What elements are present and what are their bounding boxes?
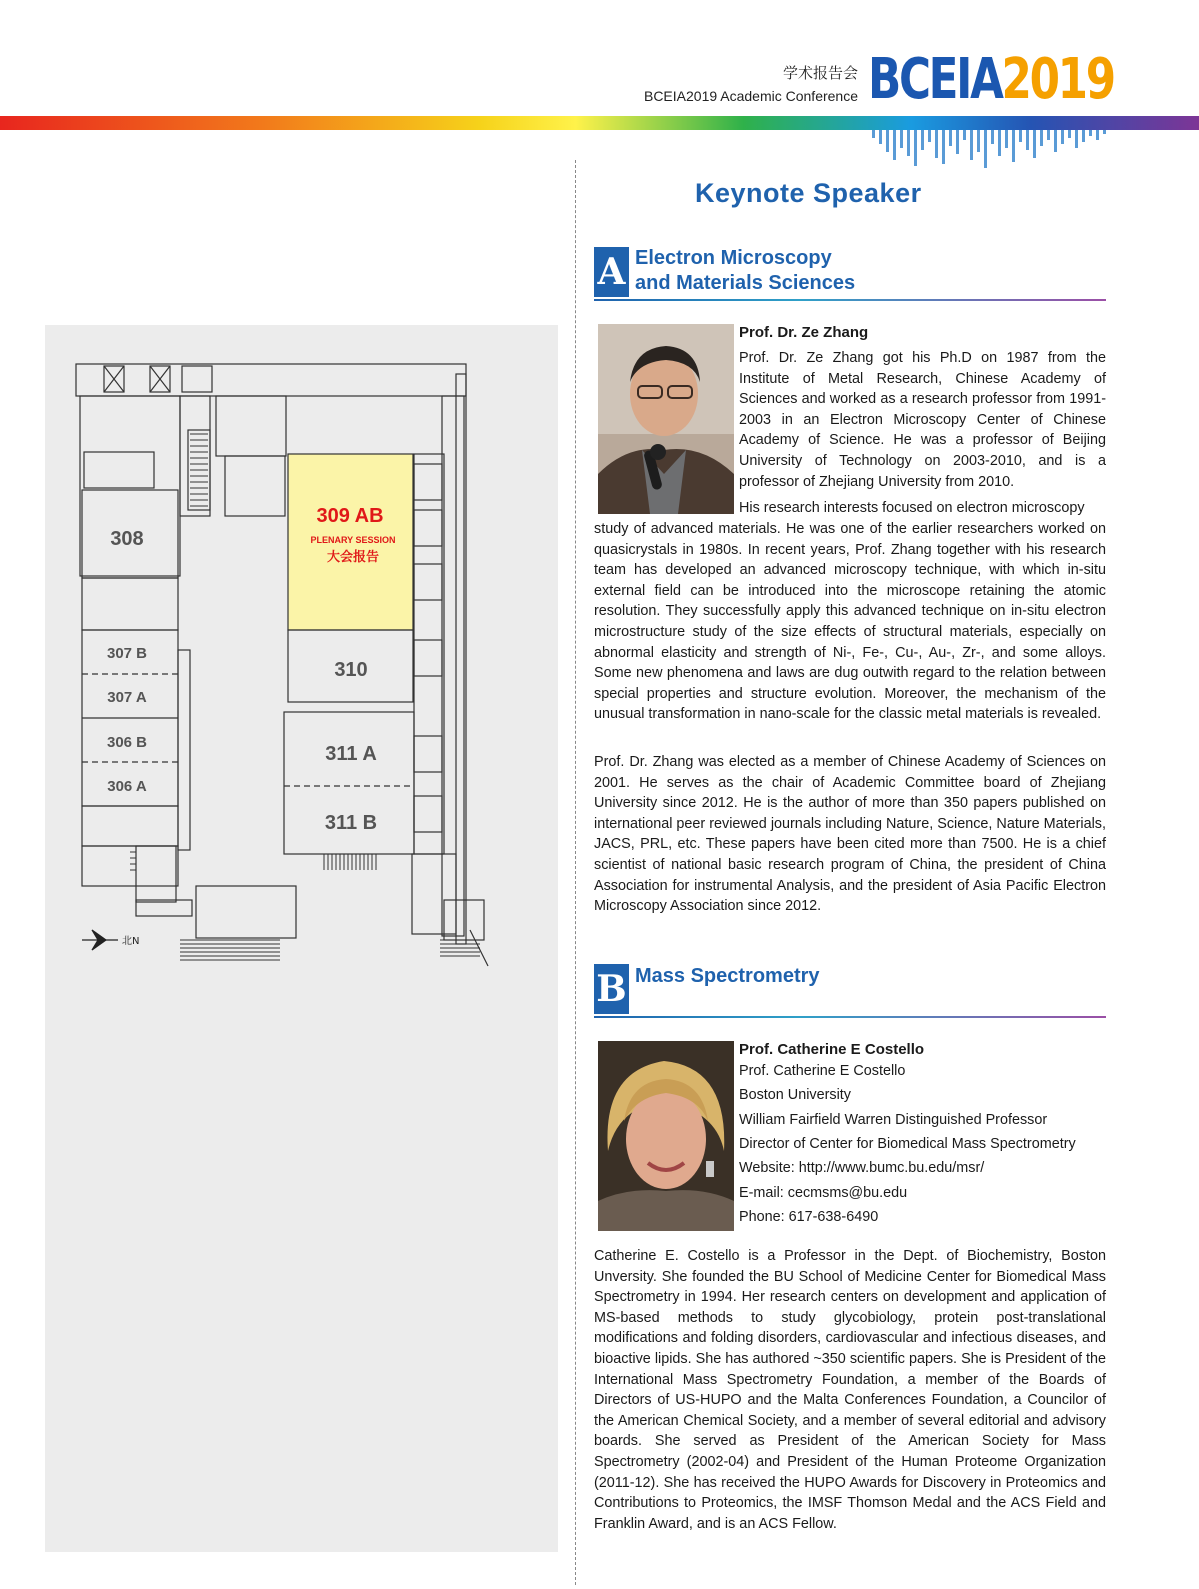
bio-catherine-costello: Catherine E. Costello is a Professor in the Dept. of Biochemistry, Boston Unversity. She founded the BU School of Medicine Center for Biomedical Mass Spectrometry in 1994. Her research centers on development and application of MS-based methods to study glycobiology, protein post-translational modifications and folding disorders, cardiovascular and infectious diseases, and bioactive lipids. She has authored ~350 scientific papers. She is President of the International Mass Spectrometry Foundation, a member of the Boards of Directors of US-HUPO and the Malta Conferences Foundation, a Councilor of the American Chemical Society, and a member of several editorial and advisory boards. She served as President of the American Society for Mass Spectrometry (2002-04) and President of the Human Proteome Organization (2011-12). She has received the HUPO Awards for Discovery in Proteomics and Contributions to Proteomics, the IMSF Thomson Medal and the ACS Field and Franklin Award, and is an ACS Fellow. <box>594 1248 1106 1532</box>
wave-bar <box>1026 130 1029 150</box>
speaker-name-ze-zhang: Prof. Dr. Ze Zhang <box>739 324 869 341</box>
photo-catherine-costello <box>598 1041 734 1231</box>
wave-bar <box>893 130 896 160</box>
wave-bar <box>956 130 959 154</box>
wave-bar <box>914 130 917 166</box>
wave-bar <box>991 130 994 144</box>
wave-bar <box>928 130 931 142</box>
email-link[interactable]: E-mail: cecmsms@bu.edu <box>739 1185 908 1201</box>
plenary-session-label: PLENARY SESSION <box>310 535 396 545</box>
wave-bar <box>942 130 945 164</box>
wave-bar <box>1089 130 1092 136</box>
info-line: Director of Center for Biomedical Mass Spectrometry <box>739 1136 1076 1152</box>
wave-bar <box>970 130 973 160</box>
wave-bar <box>1103 130 1106 134</box>
wave-bar <box>1040 130 1043 146</box>
section-a-rule <box>594 299 1106 301</box>
wave-bar <box>984 130 987 168</box>
room-306a: 306 A <box>107 778 147 795</box>
bio-ze-zhang-research-first: His research interests focused on electron microscopy <box>739 500 1085 516</box>
plenary-session-label-cn: 大会报告 <box>326 550 380 565</box>
wave-bar <box>1082 130 1085 142</box>
bio-ze-zhang-intro: Prof. Dr. Ze Zhang got his Ph.D on 1987 from the Institute of Metal Research, Chinese Academy of Sciences and worked as a research professor from 1991- 2003 in an Electron Microscopy Center of Chinese Academy of Science. He was a professor of Beijing University of Technology on 2003-2010, and is a professor of Zhejiang University from 2010. <box>739 350 1106 490</box>
wave-bar <box>900 130 903 148</box>
wave-bar <box>921 130 924 150</box>
wave-bar <box>907 130 910 156</box>
wave-bar <box>1068 130 1071 138</box>
room-307b: 307 B <box>106 645 148 662</box>
compass-icon <box>82 930 139 950</box>
wave-bar <box>1075 130 1078 148</box>
page-heading: Keynote Speaker <box>695 178 922 208</box>
room-309ab: 309 AB <box>316 505 384 527</box>
section-b-title: Mass Spectrometry <box>635 965 820 987</box>
column-divider <box>575 160 576 1585</box>
room-307a: 307 A <box>107 689 147 706</box>
wave-bar <box>886 130 889 152</box>
sound-wave-decoration <box>872 130 1112 170</box>
wave-bar <box>1047 130 1050 140</box>
wave-bar <box>949 130 952 146</box>
wave-bar <box>872 130 875 138</box>
info-line: Boston University <box>739 1087 851 1103</box>
bceia-logo: BCEIA2019 <box>868 47 1114 112</box>
wave-bar <box>963 130 966 140</box>
section-a-title: Electron Microscopy and Materials Sciences <box>635 247 856 294</box>
wave-bar <box>879 130 882 144</box>
wave-bar <box>1054 130 1057 152</box>
info-line: Prof. Catherine E Costello <box>739 1063 906 1079</box>
phone-number: Phone: 617-638-6490 <box>739 1209 879 1225</box>
header-chinese-title: 学术报告会 <box>782 64 858 82</box>
wave-bar <box>935 130 938 158</box>
wave-bar <box>998 130 1001 156</box>
room-306b: 306 B <box>106 734 148 751</box>
north-label: 北N <box>122 936 140 947</box>
section-b-letter: B <box>594 964 629 1014</box>
header-english-title: BCEIA2019 Academic Conference <box>643 88 858 104</box>
wave-bar <box>1033 130 1036 158</box>
room-311b: 311 B <box>324 812 378 834</box>
wave-bar <box>1005 130 1008 148</box>
wave-bar <box>1061 130 1064 144</box>
wave-bar <box>1012 130 1015 162</box>
wave-bar <box>977 130 980 152</box>
section-a-letter: A <box>594 247 629 297</box>
section-b-rule <box>594 1016 1106 1018</box>
room-310: 310 <box>334 659 368 681</box>
bio-ze-zhang-honors: Prof. Dr. Zhang was elected as a member of Chinese Academy of Sciences on 2001. He serves as the chair of Academic Committee board of Zhejiang University since 2012. He is the author of more than 350 papers published on international peer reviewed journals including Nature, Science, Nature Materials, JACS, PRL, etc. These papers have been cited more than 7500. He is a chief scientist of national basic research program of China, the president of China Association for instrumental Analysis, and the president of Asia Pacific Electron Microscopy Association since 2012. <box>594 754 1106 915</box>
speaker-name-catherine-costello: Prof. Catherine E Costello <box>739 1041 925 1058</box>
photo-ze-zhang <box>598 324 734 514</box>
rainbow-banner <box>0 116 1199 130</box>
floor-plan-map <box>70 360 500 980</box>
bio-ze-zhang-research: study of advanced materials. He was one of the earlier researchers worked on quasicrystals in 1980s. In recent years, Prof. Zhang together with his research team has developed an advanced microscopy technique, with which in-situ external field can be introduced into the microscope retaining the atomic resolution. They successfully apply this advanced technique on in-situ electron microstructure study of the size effects of structural materials, especially on abnormal elasticity and strength of Ni-, Fe-, Cu-, Au-, Zr-, and some alloys. Some new phenomena and laws are dug outwith regard to the relation between special properties and structure evolution. Moreover, the mechanism of the unusual transformation in nano-scale for the classic metal materials is revealed. <box>594 521 1106 723</box>
info-line: William Fairfield Warren Distinguished Professor <box>739 1112 1048 1128</box>
website-link[interactable]: Website: http://www.bumc.bu.edu/msr/ <box>739 1160 985 1176</box>
room-308: 308 <box>110 528 144 550</box>
wave-bar <box>1019 130 1022 142</box>
room-311a: 311 A <box>325 743 377 765</box>
wave-bar <box>1096 130 1099 140</box>
